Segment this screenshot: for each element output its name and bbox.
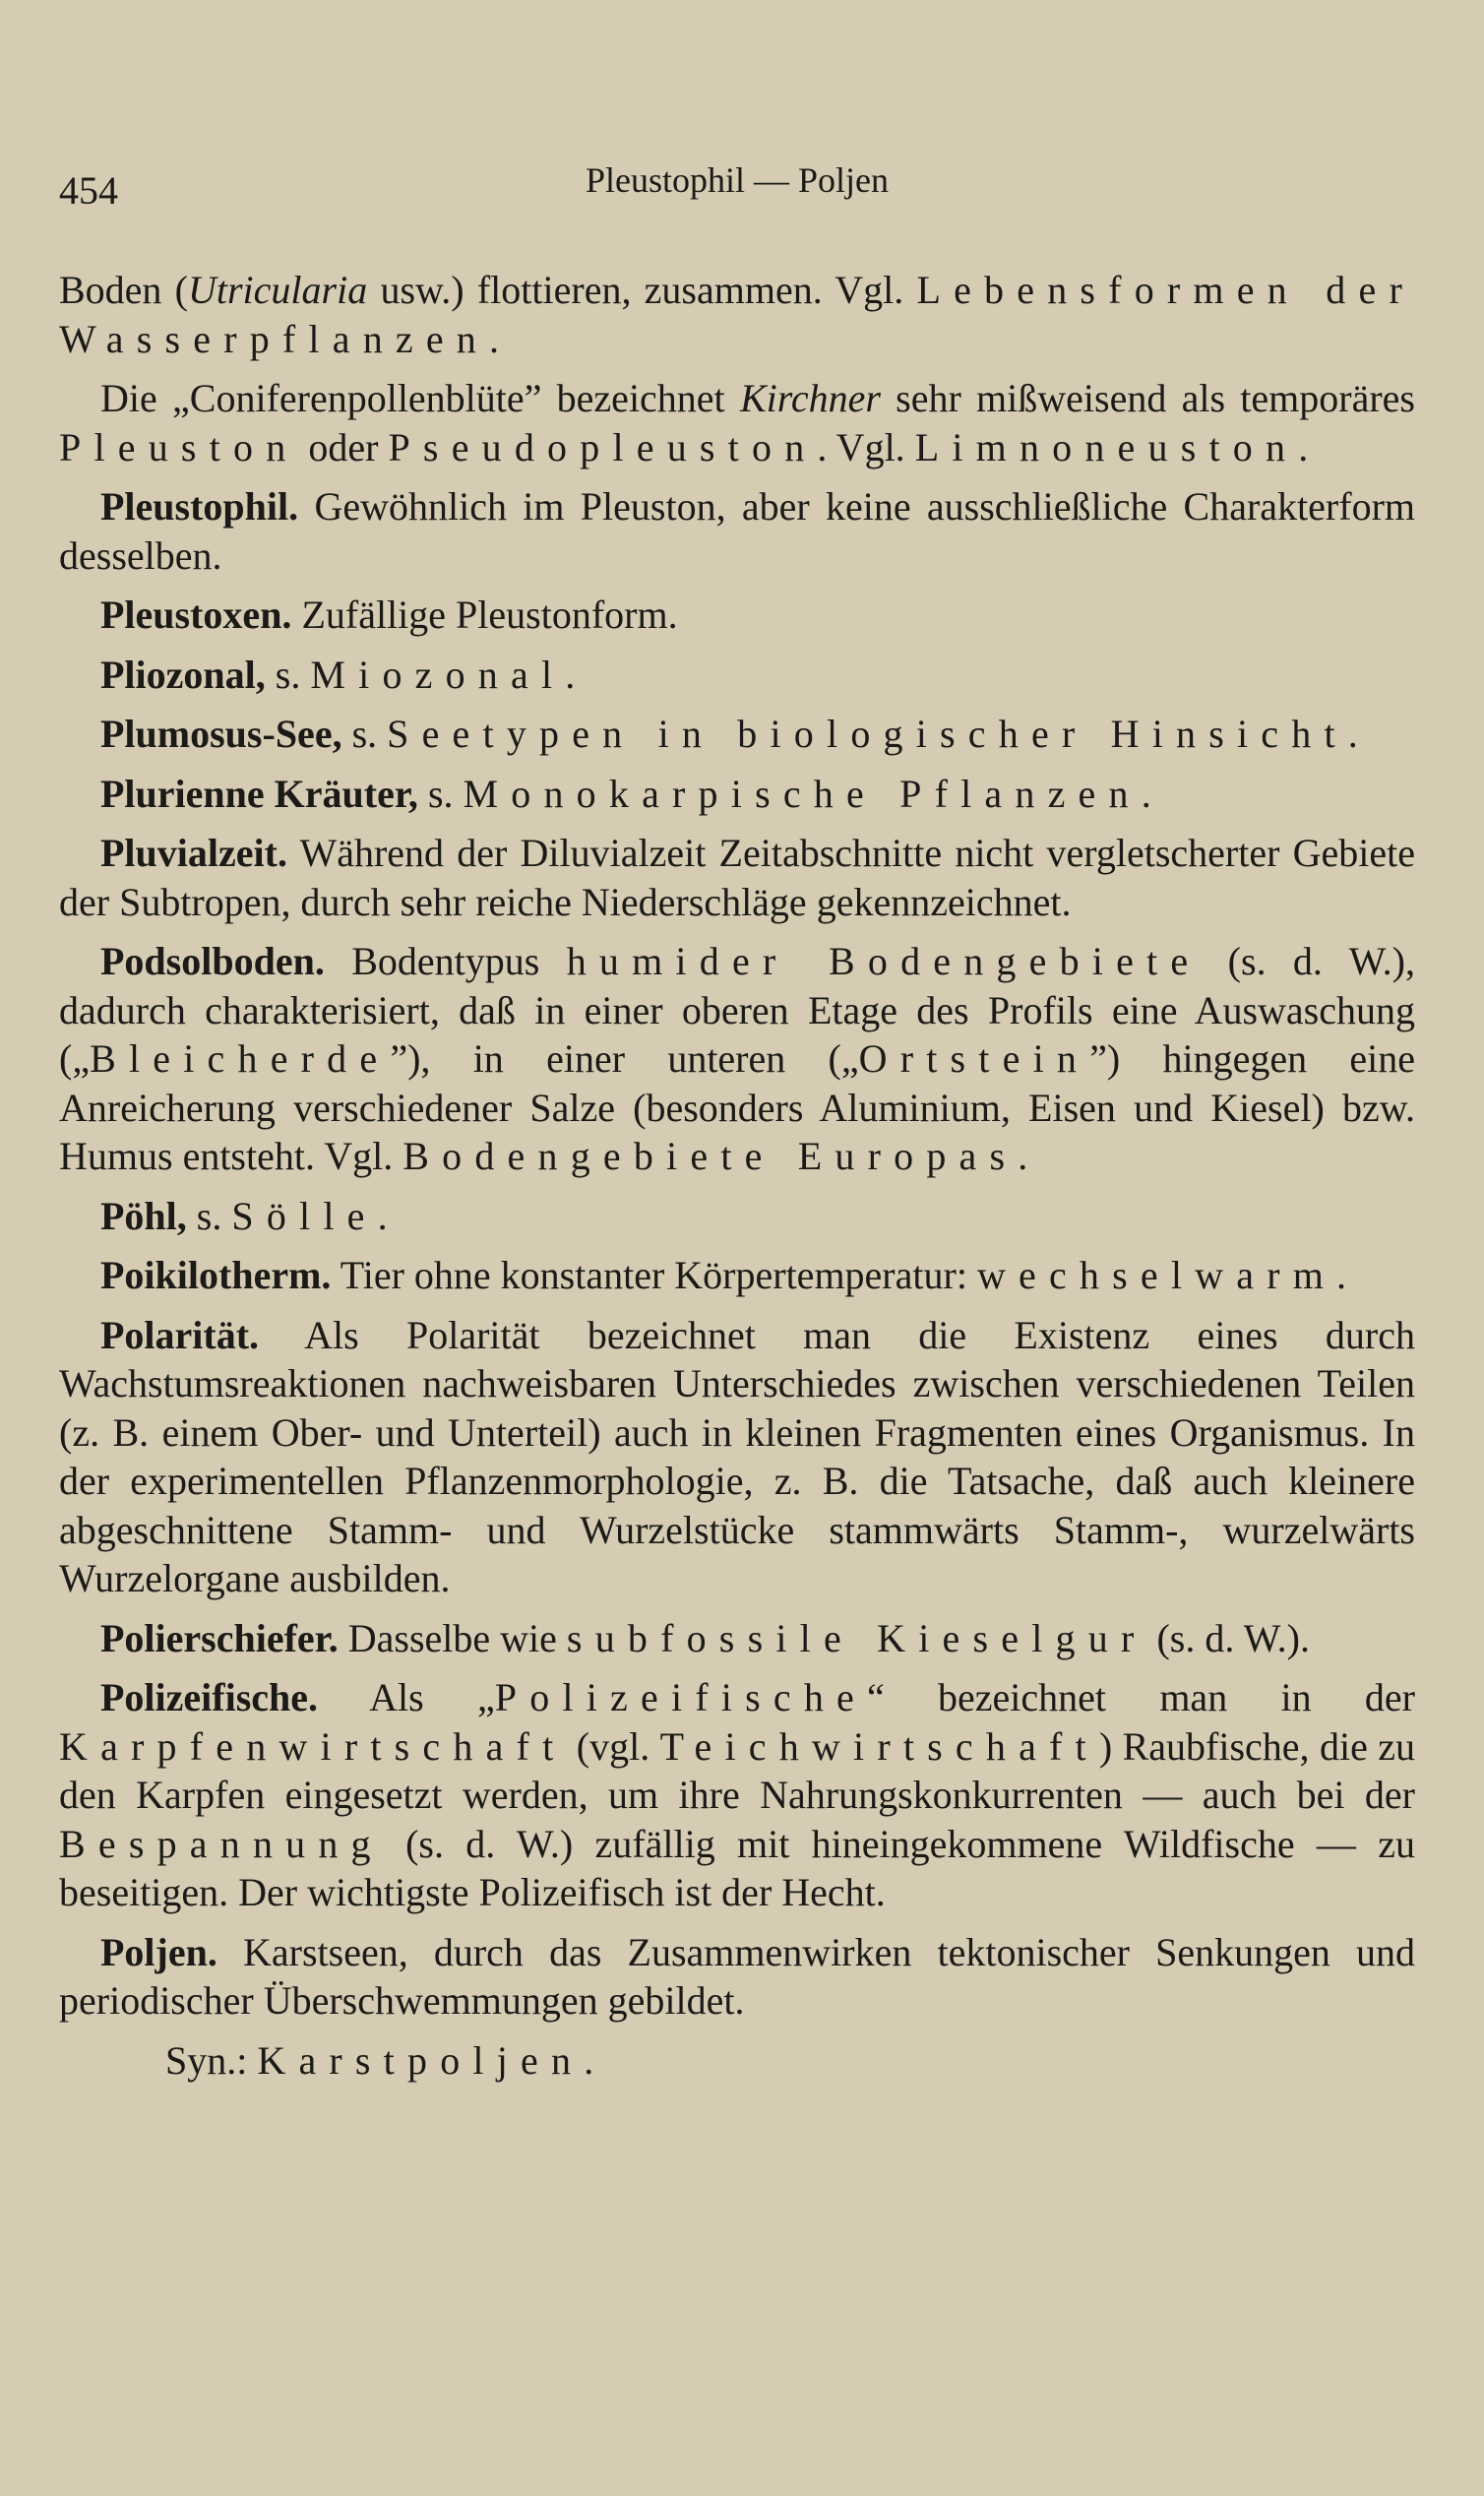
- page-number: 454: [59, 168, 118, 213]
- entry-paragraph: [59, 591, 1415, 640]
- entry-text: Während der Diluvialzeit Zeitabschnitte nicht vergletscherter Gebiete der Subtropen, durch sehr reiche Niederschläge gekennzeichnet.: [59, 831, 1415, 924]
- entry-text: .: [377, 1193, 388, 1238]
- entry-paragraph: [59, 374, 1415, 471]
- entry-headword: Pliozonal,: [100, 652, 266, 697]
- entry-paragraph: [59, 266, 1415, 363]
- entry-paragraph: [59, 1673, 1415, 1917]
- entry-text: ) Raubfische, die zu den Karpfen eingesetzt werden, um ihre Nahrungskonkurrenten — auch bei der: [59, 1723, 1415, 1817]
- cross-reference: Sölle: [231, 1193, 378, 1238]
- entry-headword: Pleustoxen.: [100, 593, 292, 637]
- dictionary-entries: [59, 266, 1415, 2026]
- synonym-end: .: [584, 2037, 594, 2083]
- entry-headword: Podsolboden.: [100, 939, 325, 983]
- cross-reference: Teichwirtschaft: [659, 1723, 1099, 1769]
- cross-reference: Karpfenwirtschaft: [59, 1723, 567, 1769]
- entry-text: s.: [341, 712, 388, 756]
- entry-text: sehr mißweisend als temporäres: [880, 376, 1415, 420]
- entry-headword: Polierschiefer.: [100, 1615, 339, 1660]
- entry-text: (s. d. W.), dadurch charakterisiert, daß in einer oberen Etage des Profils eine Auswaschung („: [59, 939, 1415, 1081]
- entry-text: .: [1336, 1253, 1347, 1297]
- entry-headword: Pluvialzeit.: [100, 831, 287, 875]
- entry-text: Boden (: [59, 268, 188, 312]
- cross-reference: Limnoneuston: [914, 424, 1299, 469]
- entry-text: Zufällige Pleustonform.: [291, 593, 678, 637]
- entry-headword: Polizeifische.: [100, 1675, 319, 1719]
- entry-paragraph: [59, 1251, 1415, 1300]
- entry-text: Dasselbe wie: [338, 1615, 567, 1660]
- cross-reference: Bodengebiete Europas: [402, 1134, 1019, 1178]
- cross-reference: Pseudopleuston: [388, 424, 818, 469]
- entry-text: .: [1298, 424, 1309, 469]
- entry-text: .: [1018, 1134, 1028, 1178]
- synonym-line: [59, 2036, 1415, 2086]
- entry-headword: Poikilotherm.: [100, 1253, 332, 1297]
- cross-reference: wechselwarm: [976, 1253, 1337, 1297]
- entry-paragraph: [59, 1311, 1415, 1603]
- entry-paragraph: [59, 829, 1415, 926]
- entry-text: usw.) flottieren, zusammen. Vgl.: [367, 268, 917, 312]
- cross-reference: Bleicherde: [90, 1036, 391, 1081]
- entry-text: s.: [417, 771, 464, 816]
- entry-paragraph: [59, 482, 1415, 580]
- entry-text: Tier ohne konstanter Körpertemperatur:: [331, 1253, 977, 1297]
- entry-text: Karstseen, durch das Zusammenwirken tektonischer Senkungen und periodischer Überschwemmungen gebildet.: [59, 1929, 1415, 2023]
- entry-text: .: [1347, 712, 1358, 756]
- entry-headword: Poljen.: [100, 1929, 217, 1974]
- entry-text: “ bezeichnet man in der: [866, 1675, 1415, 1719]
- entry-text: Die „Coniferenpollenblüte” bezeichnet: [100, 376, 740, 420]
- entry-paragraph: [59, 1928, 1415, 2026]
- cross-reference: Ortstein: [858, 1036, 1090, 1081]
- entry-paragraph: [59, 710, 1415, 759]
- entry-text: s.: [265, 652, 311, 697]
- entry-text: Als „: [318, 1675, 495, 1719]
- cross-reference: Miozonal: [310, 652, 566, 697]
- entry-text: (s. d. W.) zufällig mit hineingekommene Wildfische — zu beseitigen. Der wichtigste Polizeifisch ist der Hecht.: [59, 1821, 1415, 1914]
- cross-reference: subfossile Kieselgur: [566, 1615, 1147, 1660]
- cross-reference: Polizeifische: [494, 1675, 867, 1719]
- page-header: [59, 148, 1415, 226]
- italic-name: Utricularia: [187, 268, 368, 312]
- entry-text: .: [1141, 771, 1151, 816]
- entry-text: ”) hingegen eine Anreicherung verschiedener Salze (besonders Aluminium, Eisen und Kiesel) bzw. Humus entsteht. Vgl.: [59, 1036, 1415, 1178]
- entry-text: .: [489, 316, 500, 361]
- entry-headword: Pöhl,: [100, 1193, 187, 1238]
- cross-reference: Lebensformen der Wasserpflanzen: [59, 268, 1415, 361]
- entry-paragraph: [59, 1614, 1415, 1663]
- entry-text: . Vgl.: [817, 424, 915, 469]
- entry-headword: Plurienne Kräuter,: [100, 771, 418, 816]
- entry-text: s.: [186, 1193, 232, 1238]
- entry-text: ”), in einer unteren („: [390, 1036, 859, 1081]
- synonym-term: Karstpoljen: [257, 2037, 585, 2083]
- entry-paragraph: [59, 937, 1415, 1181]
- entry-headword: Polarität.: [100, 1312, 260, 1357]
- entry-text: (s. d. W.).: [1146, 1615, 1311, 1660]
- entry-headword: Plumosus-See,: [100, 712, 342, 756]
- cross-reference: Monokarpische Pflanzen: [463, 771, 1142, 816]
- synonym-label: Syn.:: [165, 2037, 258, 2083]
- entry-paragraph: [59, 770, 1415, 819]
- entry-text: .: [565, 652, 576, 697]
- cross-reference: Bespannung: [59, 1821, 384, 1866]
- entry-text: Gewöhnlich im Pleuston, aber keine ausschließliche Charakterform desselben.: [59, 484, 1415, 578]
- entry-text: (vgl.: [566, 1723, 660, 1769]
- entry-text: Als Polarität bezeichnet man die Existenz eines durch Wachstumsreaktionen nachweisbaren Unterschiedes zwischen verschiedenen Teilen (z. B. einem Ober- und Unterteil) auch in kleinen Fragmenten eines Organismus. In der experimentellen Pflanzenmorphologie, z. B. die Tatsache, daß auch kleinere abgeschnittene Stamm- und Wurzelstücke stammwärts Stamm-, wurzelwärts Wurzelorgane ausbilden.: [59, 1312, 1415, 1600]
- cross-reference: Pleuston: [59, 424, 299, 469]
- entry-headword: Pleustophil.: [100, 484, 299, 529]
- entry-text: Bodentypus: [324, 939, 567, 983]
- cross-reference: Seetypen in biologischer Hinsicht: [387, 712, 1348, 756]
- entry-paragraph: [59, 1192, 1415, 1241]
- cross-reference: humider Bodengebiete: [566, 939, 1202, 983]
- entry-text: oder: [298, 424, 389, 469]
- running-title: Pleustophil — Poljen: [585, 160, 890, 200]
- entry-paragraph: [59, 651, 1415, 700]
- italic-name: Kirchner: [739, 376, 881, 420]
